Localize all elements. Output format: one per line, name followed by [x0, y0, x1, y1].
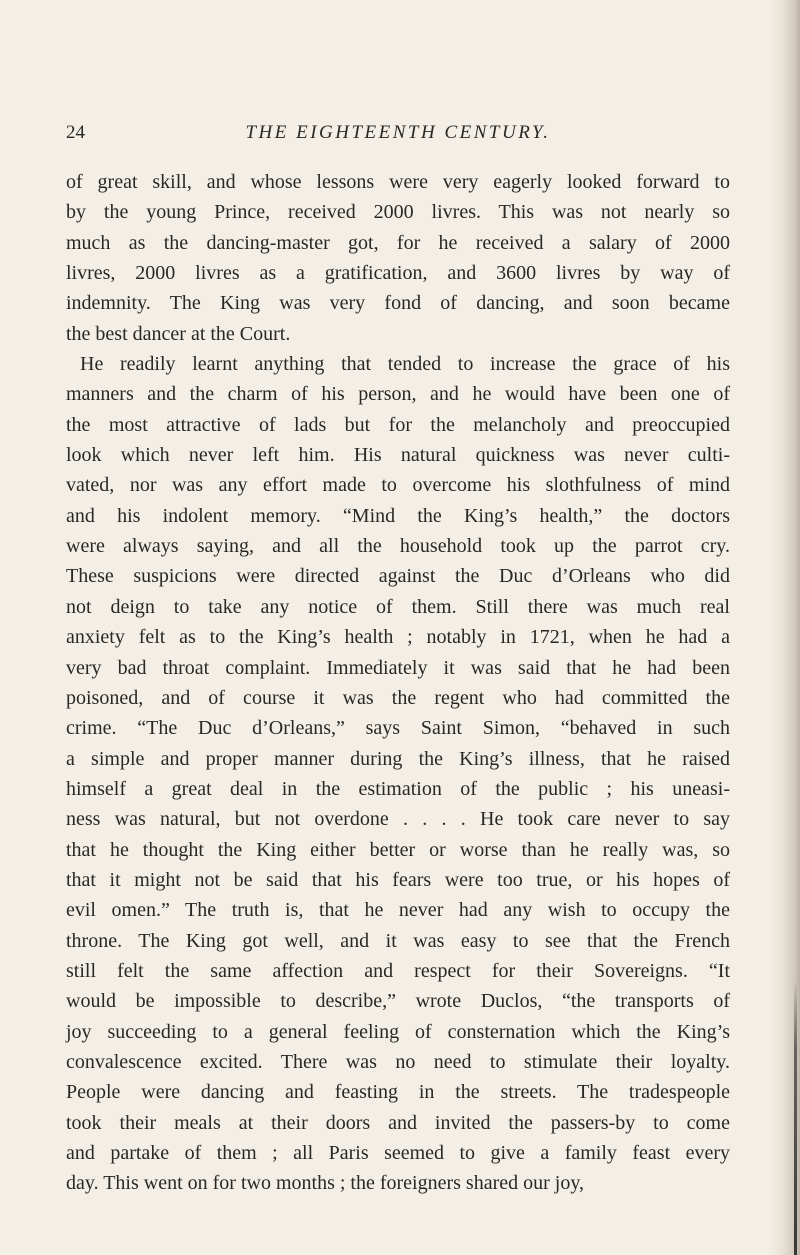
text-line: indemnity. The King was very fond of dancing, and soon became [66, 292, 730, 315]
text-line: livres, 2000 livres as a gratification, and 3600 livres by way of [66, 262, 730, 285]
running-head-title: THE EIGHTEENTH CENTURY. [245, 122, 551, 143]
text-line: anxiety felt as to the King’s health ; notably in 1721, when he had a [66, 626, 730, 649]
text-line: a simple and proper manner during the King’s illness, that he raised [66, 747, 730, 770]
text-line: himself a great deal in the estimation of the public ; his uneasi- [66, 777, 730, 800]
text-line: took their meals at their doors and invited the passers-by to come [66, 1111, 730, 1134]
text-line: much as the dancing-master got, for he received a salary of 2000 [66, 231, 730, 254]
text-line: evil omen.” The truth is, that he never had any wish to occupy the [66, 899, 730, 922]
text-line: very bad throat complaint. Immediately it was said that he had been [66, 656, 730, 679]
text-line: were always saying, and all the household took up the parrot cry. [66, 535, 730, 558]
text-line: not deign to take any notice of them. Still there was much real [66, 595, 730, 618]
text-line: by the young Prince, received 2000 livres. This was not nearly so [66, 201, 730, 224]
text-line: convalescence excited. There was no need to stimulate their loyalty. [66, 1050, 730, 1073]
text-line: These suspicions were directed against the Duc d’Orleans who did [66, 565, 730, 588]
text-line: would be impossible to describe,” wrote Duclos, “the transports of [66, 990, 730, 1013]
text-line: the best dancer at the Court. [66, 322, 291, 345]
text-line: People were dancing and feasting in the streets. The tradespeople [66, 1081, 730, 1104]
page-number: 24 [66, 122, 85, 143]
text-line: vated, nor was any effort made to overcome his slothfulness of mind [66, 474, 730, 497]
text-line: day. This went on for two months ; the foreigners shared our joy, [66, 1172, 585, 1195]
text-line: of great skill, and whose lessons were very eagerly looked forward to [66, 171, 730, 193]
page-edge-binding [794, 980, 797, 1255]
text-line: manners and the charm of his person, and he would have been one of [66, 383, 730, 406]
running-head [66, 120, 730, 146]
text-line: and his indolent memory. “Mind the King’s health,” the doctors [66, 504, 730, 527]
text-line: and partake of them ; all Paris seemed to give a family feast every [66, 1142, 730, 1164]
text-line: that it might not be said that his fears were too true, or his hopes of [66, 868, 730, 891]
text-line: poisoned, and of course it was the regent who had committed the [66, 686, 730, 709]
text-line: the most attractive of lads but for the melancholy and preoccupied [66, 413, 730, 436]
text-line: ness was natural, but not overdone . . . . He took care never to say [66, 808, 730, 831]
text-line: He readily learnt anything that tended to increase the grace of his [80, 353, 730, 376]
text-line: that he thought the King either better or worse than he really was, so [66, 838, 730, 861]
text-line: look which never left him. His natural quickness was never culti- [66, 444, 730, 467]
text-line: throne. The King got well, and it was easy to see that the French [66, 929, 730, 952]
text-line: still felt the same affection and respect for their Sovereigns. “It [66, 959, 730, 982]
text-line: joy succeeding to a general feeling of consternation which the King’s [66, 1020, 730, 1043]
body-text [66, 167, 730, 1199]
text-line: crime. “The Duc d’Orleans,” says Saint Simon, “behaved in such [66, 717, 730, 740]
